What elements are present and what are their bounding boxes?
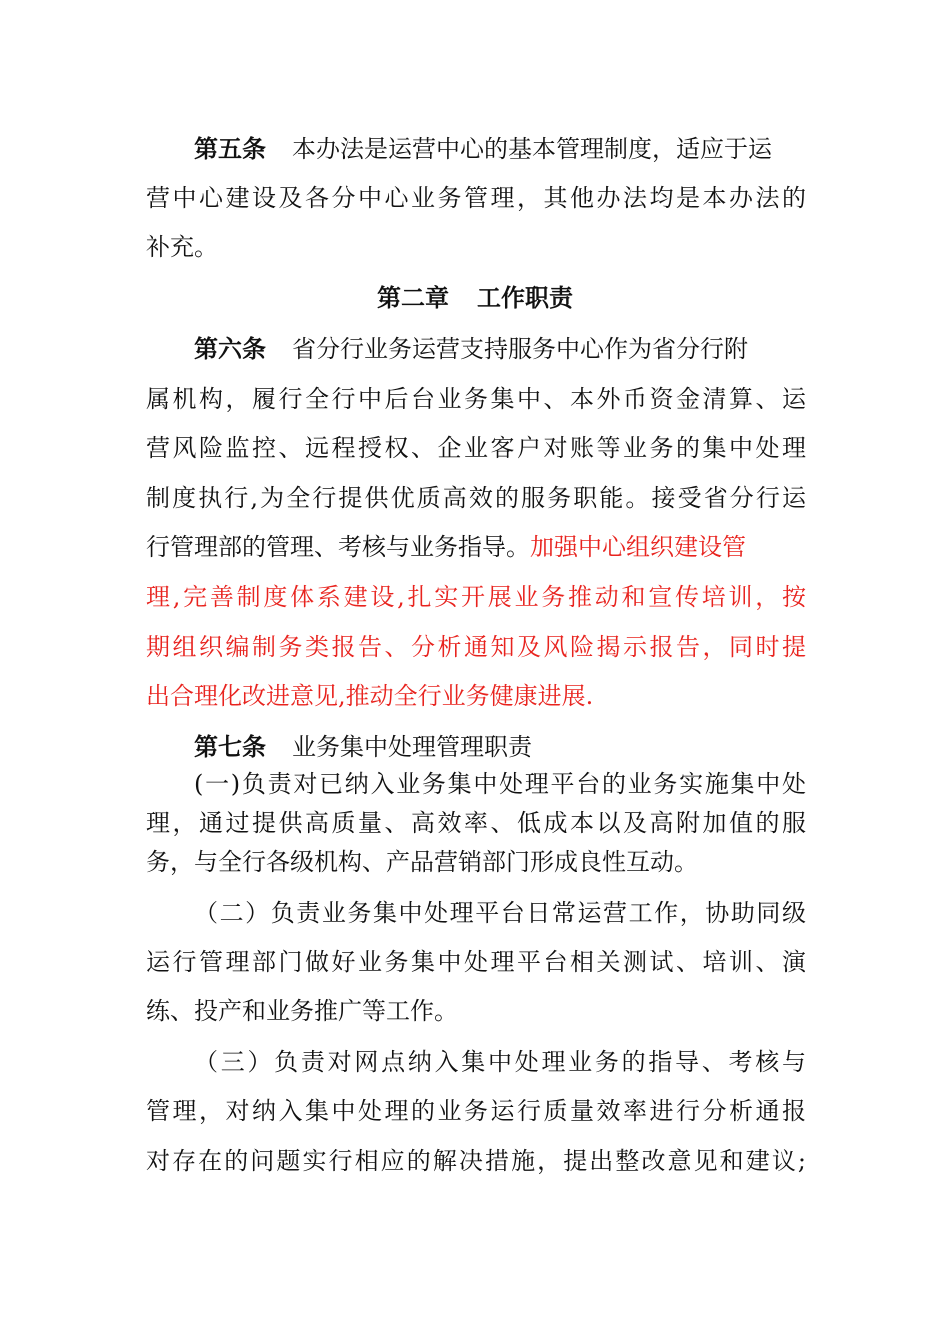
item-3-line-2: 管理，对纳入集中处理的业务运行质量效率进行分析通报 (146, 1097, 806, 1125)
chapter-number: 第二章 (377, 284, 449, 312)
article-5-line-2: 营中心建设及各分中心业务管理，其他办法均是本办法的 (146, 184, 806, 212)
article-7-title: 业务集中处理管理职责 (292, 733, 532, 761)
article-6-text-5: 行管理部的管理、考核与业务指导。 (146, 533, 530, 561)
item-2-line-1: （二）负责业务集中处理平台日常运营工作，协助同级 (194, 899, 806, 927)
article-5-line-1 (194, 133, 806, 165)
article-6-text-1: 省分行业务运营支持服务中心作为省分行附 (292, 335, 748, 363)
article-6-label: 第六条 (194, 335, 266, 363)
item-1-line-2: 理，通过提供高质量、高效率、低成本以及高附加值的服 (146, 809, 806, 837)
article-6-line-2: 属机构，履行全行中后台业务集中、本外币资金清算、运 (146, 385, 806, 413)
item-2-line-2: 运行管理部门做好业务集中处理平台相关测试、培训、演 (146, 948, 806, 976)
item-3-line-3: 对存在的问题实行相应的解决措施，提出整改意见和建议; (146, 1147, 806, 1175)
article-6-line-4: 制度执行,为全行提供优质高效的服务职能。接受省分行运 (146, 484, 806, 512)
article-6-highlight-5: 加强中心组织建设管 (530, 533, 746, 561)
article-6-highlight-line-7: 期组织编制务类报告、分析通知及风险揭示报告，同时提 (146, 633, 806, 661)
chapter-heading (0, 282, 950, 314)
chapter-title: 工作职责 (477, 284, 573, 312)
item-3-line-1: （三）负责对网点纳入集中处理业务的指导、考核与 (194, 1048, 806, 1076)
article-5-label: 第五条 (194, 135, 266, 163)
article-6-line-5 (146, 531, 806, 563)
article-6-highlight-line-6: 理,完善制度体系建设,扎实开展业务推动和宣传培训，按 (146, 583, 806, 611)
article-5-text-1: 本办法是运营中心的基本管理制度，适应于运 (292, 135, 772, 163)
item-2-line-3: 练、投产和业务推广等工作。 (146, 997, 458, 1025)
article-6-line-3: 营风险监控、远程授权、企业客户对账等业务的集中处理 (146, 434, 806, 462)
article-6-line-1 (194, 333, 806, 365)
article-5-line-3: 补充。 (146, 233, 218, 261)
article-7-line-1 (194, 731, 806, 763)
article-6-highlight-line-8: 出合理化改进意见,推动全行业务健康进展. (146, 682, 594, 710)
item-1-line-3: 务，与全行各级机构、产品营销部门形成良性互动。 (146, 848, 698, 876)
article-7-label: 第七条 (194, 733, 266, 761)
item-1-line-1: (一)负责对已纳入业务集中处理平台的业务实施集中处 (194, 770, 806, 798)
